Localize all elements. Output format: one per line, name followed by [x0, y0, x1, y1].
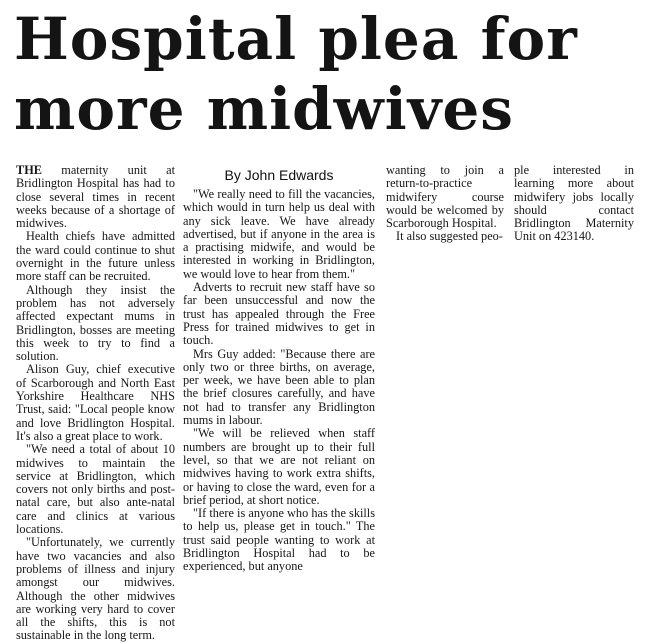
- article-column-1: [16, 164, 175, 643]
- lead-word: THE: [16, 163, 42, 177]
- article-paragraph: "If there is anyone who has the skills to help us, please get in touch." The trust said people wanting to work at Bridlington Hospital had to be experienced, but anyone: [183, 506, 375, 574]
- byline: By John Edwards: [224, 167, 334, 183]
- article-paragraph: Adverts to recruit new staff have so far been unsuccessful and now the trust has appealed through the Free Press for trained midwives to get in touch.: [183, 280, 375, 348]
- article-paragraph: wanting to join a return-to-practice midwifery course would be welcomed by Scarborough Hospital.: [386, 163, 504, 231]
- article-column-2: [183, 164, 375, 574]
- article-paragraph: "Unfortunately, we currently have two vacancies and also problems of illness and injury amongst our midwives. Although the other midwives are working very hard to cover all the shifts, this is not sustainable in the long term.: [16, 535, 175, 643]
- article-paragraph: Health chiefs have admitted the ward could continue to shut overnight in the future unless more staff can be recruited.: [16, 229, 175, 284]
- article-column-3: [386, 164, 504, 244]
- paragraph-text: maternity unit at Bridlington Hospital has had to close several times in recent weeks because of a shortage of midwives.: [16, 163, 175, 231]
- article-paragraph: "We will be relieved when staff numbers are brought up to their full level, so that we are not reliant on midwives having to work extra shifts, or having to close the ward, even for a brief period, at short notice.: [183, 426, 375, 507]
- headline-line-1: Hospital plea for: [14, 5, 578, 73]
- article-paragraph: "We really need to fill the vacancies, which would in turn help us deal with any sick leave. We have already advertised, but if anyone in the area is a practising midwife, and would be interested in working in Bridlington, we would love to hear from them.": [183, 187, 375, 281]
- article-paragraph: Mrs Guy added: "Because there are only two or three births, on average, per week, we have been able to plan the brief closures carefully, and have not had to transfer any Bridlington mums in labour.: [183, 346, 375, 428]
- headline-line-2: more midwives: [14, 75, 514, 143]
- article-paragraph: "We need a total of about 10 midwives to maintain the service at Bridlington, which covers not only births and post-natal care, but also ante-natal care and clinics at various locations.: [16, 442, 175, 537]
- article-paragraph: ple interested in learning more about midwifery jobs locally should contact Bridlington Maternity Unit on 423140.: [514, 163, 634, 244]
- article-column-4: [514, 164, 634, 244]
- headline: [14, 4, 639, 144]
- article-paragraph: It also suggested peo-: [396, 229, 503, 244]
- article-paragraph: Alison Guy, chief executive of Scarborough and North East Yorkshire Healthcare NHS Trust, said: "Local people know and love Bridlington Hospital. It's also a great place to work.: [16, 362, 175, 443]
- article-paragraph: Although they insist the problem has not adversely affected expectant mums in Bridlington, bosses are meeting this week to try to find a solution.: [16, 282, 175, 364]
- article-paragraph: [16, 164, 175, 230]
